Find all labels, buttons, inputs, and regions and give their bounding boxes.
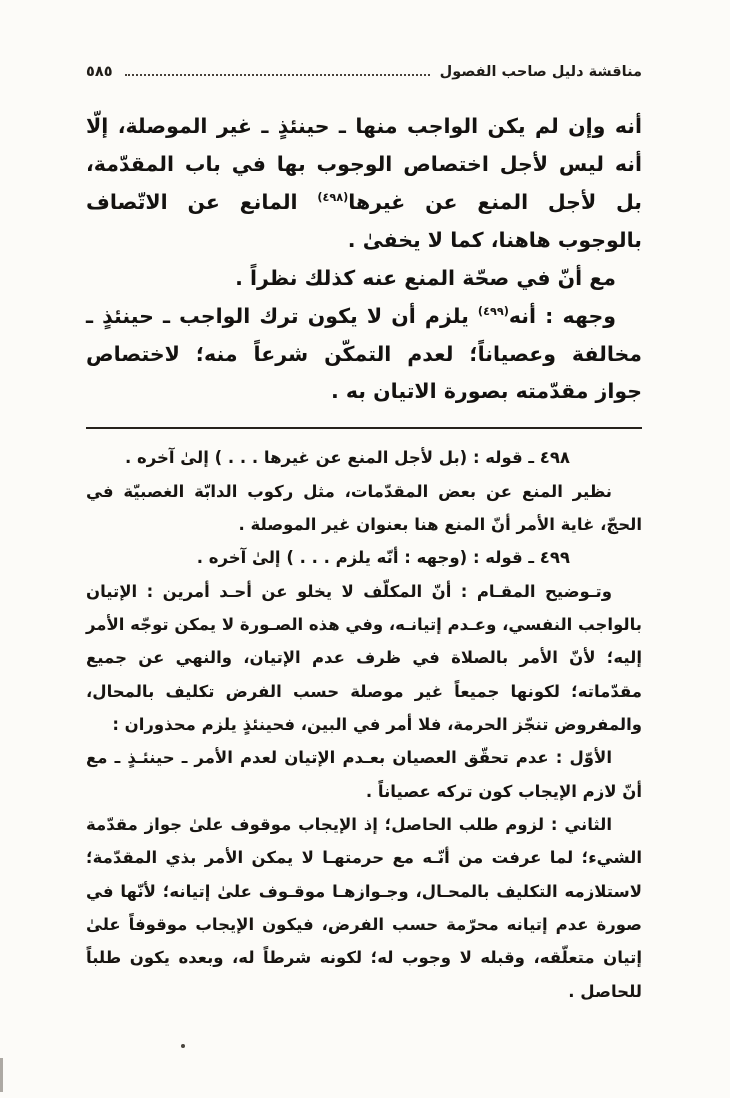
paragraph-text: أنه وإن لم يكن الواجب منها ـ حينئذٍ ـ غير الموصلة، إلّا أنه ليس لأجل اختصاص الوجوب بها في باب المقدّمة، بل لأجل المنع عن غيرها (86, 114, 642, 214)
footnote-ref-498: (٤٩٨) (317, 191, 349, 205)
footnote-499-point-2: الثاني : لزوم طلب الحاصل؛ إذ الإيجاب موقوف علىٰ جواز مقدّمة الشيء؛ لما عرفت من أنّـه مع حرمتهـا لا يمكن الأمر بذي المقدّمة؛ لاستلازمه التكليف بالمحـال، وجـوازهـا موقـوف علىٰ إتيانه؛ لأنّها في صورة عدم إتيانه محرّمة حسب الفرض، فيكون الإيجاب موقوفاً علىٰ إتيان متعلّقه، وقبله لا وجوب له؛ لكونه شرطاً له، وبعده يكون طلباً للحاصل . (86, 814, 642, 1001)
footnote-499-text: وتـوضيح المقـام : أنّ المكلّف لا يخلو عن أحـد أمرين : الإتيان بالواجب النفسي، وعـدم إتيانـه، وفي هذه الصـورة لا يمكن توجّه الأمر إليه؛ لأنّ الأمر بالصلاة في ظرف عدم الإتيان، والنهي عن جميع مقدّماته؛ لكونها جميعاً غير موصلة حسب الفرض تكليف بالمحال، والمفروض تنجّز الحرمة، فلا أمر في البين، فحينئذٍ يلزم محذوران : (86, 581, 642, 734)
running-head (86, 64, 642, 80)
running-title: مناقشة دليل صاحب الفصول (439, 64, 642, 80)
scan-speck (181, 1044, 185, 1048)
footnote-499-heading: ٤٩٩ ـ قوله : (وجهه : أنّه يلزم . . . ) إلىٰ آخره . (196, 548, 570, 568)
scan-edge-artifact (0, 1058, 3, 1092)
paragraph-text: وجهه : أنه (508, 303, 616, 328)
main-text-block (86, 108, 642, 411)
body-paragraph (86, 298, 642, 412)
paragraph-text: يلزم أن لا يكون ترك الواجب ـ حينئذٍ ـ مخالفة وعصياناً؛ لعدم التمكّن شرعاً منه؛ لاختصاص جواز مقدّمته بصورة الاتيان به . (86, 303, 642, 404)
body-paragraph (86, 108, 642, 260)
footnote-ref-499: (٤٩٩) (477, 304, 509, 318)
footnote-divider (86, 427, 642, 429)
footnotes-block (86, 441, 642, 1008)
body-paragraph: مع أنّ في صحّة المنع عنه كذلك نظراً . (235, 265, 616, 290)
dotted-leader (125, 74, 430, 76)
footnote-499-point-1: الأوّل : عدم تحقّق العصيان بعـدم الإتيان لعدم الأمر ـ حينئـذٍ ـ مع أنّ لازم الإيجاب كون تركه عصياناً . (86, 748, 642, 801)
page-number: ٥٨٥ (86, 64, 113, 80)
footnote-498-text: نظير المنع عن بعض المقدّمات، مثل ركوب الدابّة الغصبيّة في الحجّ، غاية الأمر أنّ المنع هنا بعنوان غير الموصلة . (86, 481, 642, 535)
footnote-498-heading: ٤٩٨ ـ قوله : (بل لأجل المنع عن غيرها . . . ) إلىٰ آخره . (125, 448, 570, 468)
paragraph-text: المانع عن الاتّصاف بالوجوب هاهنا، كما لا يخفىٰ . (86, 189, 642, 252)
